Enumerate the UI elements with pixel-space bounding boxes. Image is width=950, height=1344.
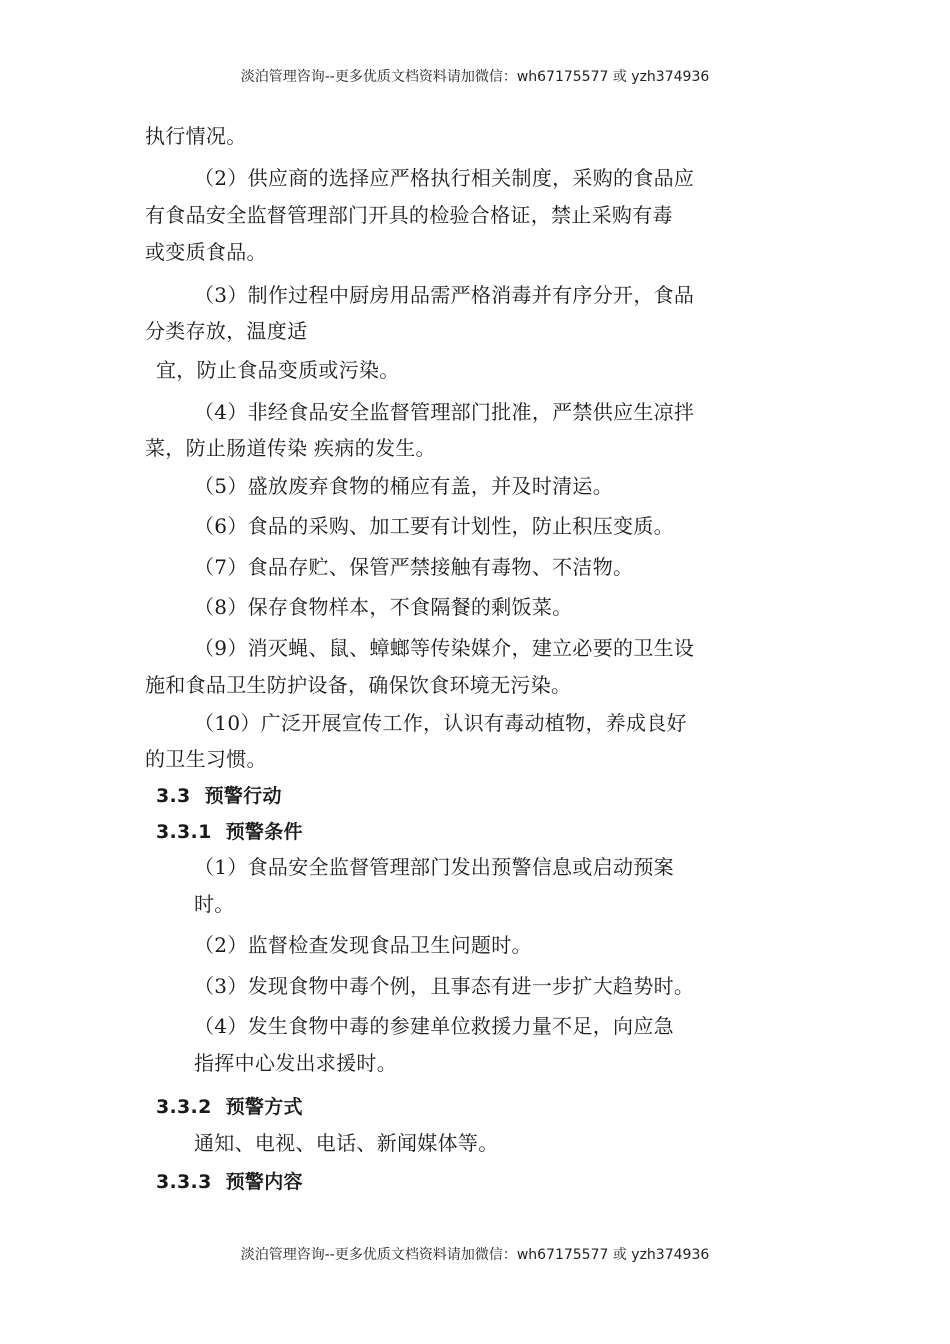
section-number: 3.3.3	[156, 1171, 212, 1193]
paragraph-line: （7）食品存贮、保管严禁接触有毒物、不洁物。	[194, 555, 634, 579]
section-title: 预警方式	[225, 1096, 303, 1118]
section-heading-3-3-1	[156, 820, 303, 844]
paragraph-line: 指挥中心发出求援时。	[194, 1051, 397, 1075]
paragraph-line: （2）监督检查发现食品卫生问题时。	[194, 933, 532, 957]
paragraph-line: （9）消灭蝇、鼠、蟑螂等传染媒介，建立必要的卫生设	[194, 636, 695, 660]
paragraph-line: 有食品安全监督管理部门开具的检验合格证，禁止采购有毒	[145, 203, 673, 227]
paragraph-line: （2）供应商的选择应严格执行相关制度，采购的食品应	[194, 166, 695, 190]
paragraph-line: 分类存放，温度适	[145, 319, 308, 343]
paragraph-line: （3）发现食物中毒个例，且事态有进一步扩大趋势时。	[194, 974, 695, 998]
paragraph-line: 通知、电视、电话、新闻媒体等。	[194, 1131, 499, 1155]
paragraph-line: 施和食品卫生防护设备，确保饮食环境无污染。	[145, 673, 572, 697]
paragraph-line: 宜，防止食品变质或污染。	[156, 358, 400, 382]
paragraph-line: （8）保存食物样本，不食隔餐的剩饭菜。	[194, 595, 573, 619]
paragraph-line: 或变质食品。	[145, 240, 267, 264]
section-heading-3-3-2	[156, 1095, 303, 1119]
paragraph-line: 菜，防止肠道传染 疾病的发生。	[145, 436, 436, 460]
paragraph-line: （4）非经食品安全监督管理部门批准，严禁供应生凉拌	[194, 400, 695, 424]
paragraph-line: （5）盛放废弃食物的桶应有盖，并及时清运。	[194, 474, 614, 498]
paragraph-line: 执行情况。	[145, 124, 247, 148]
page-header: 淡泊管理咨询--更多优质文档资料请加微信：wh67175577 或 yzh374936	[240, 69, 710, 85]
paragraph-line: （3）制作过程中厨房用品需严格消毒并有序分开，食品	[194, 283, 695, 307]
section-heading-3-3-3	[156, 1170, 303, 1194]
page-footer: 淡泊管理咨询--更多优质文档资料请加微信：wh67175577 或 yzh374936	[240, 1247, 710, 1263]
paragraph-line: （1）食品安全监督管理部门发出预警信息或启动预案	[194, 855, 674, 879]
section-title: 预警内容	[225, 1171, 303, 1193]
section-title: 预警条件	[225, 821, 303, 843]
section-number: 3.3.1	[156, 821, 212, 843]
section-heading-3-3	[156, 784, 282, 808]
paragraph-line: （6）食品的采购、加工要有计划性，防止积压变质。	[194, 514, 674, 538]
paragraph-line: （10）广泛开展宣传工作，认识有毒动植物，养成良好	[194, 711, 687, 735]
paragraph-line: 时。	[194, 892, 235, 916]
section-title: 预警行动	[204, 785, 282, 807]
paragraph-line: （4）发生食物中毒的参建单位救援力量不足，向应急	[194, 1014, 674, 1038]
section-number: 3.3.2	[156, 1096, 212, 1118]
section-number: 3.3	[156, 785, 191, 807]
paragraph-line: 的卫生习惯。	[145, 747, 267, 771]
